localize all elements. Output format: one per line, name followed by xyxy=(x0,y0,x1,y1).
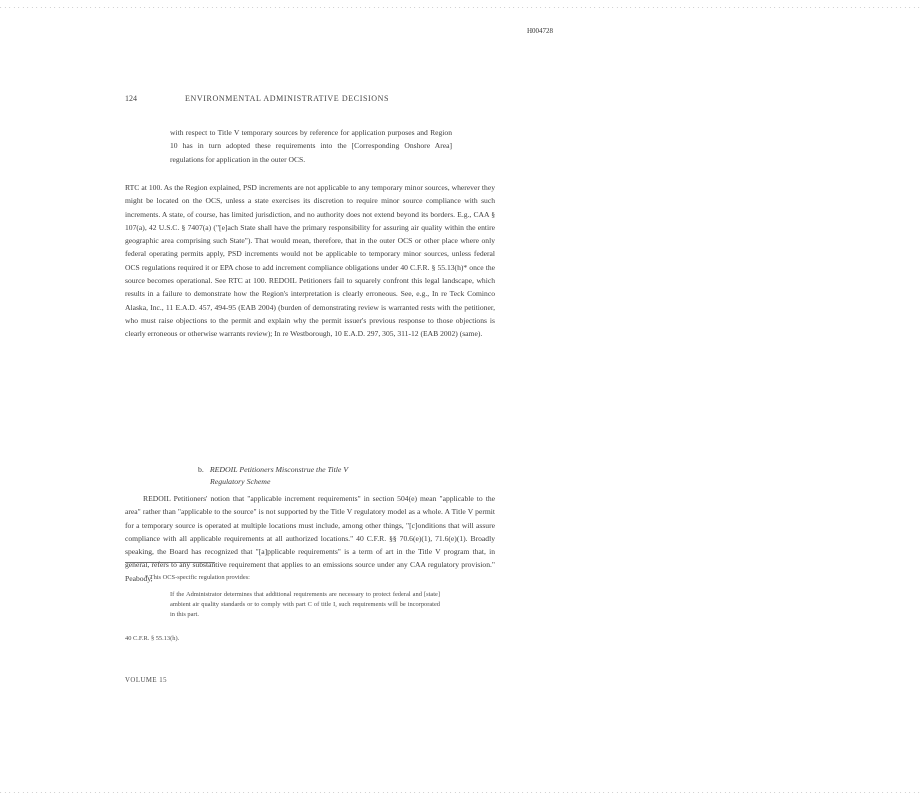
section-heading xyxy=(198,464,428,488)
paragraph-text: REDOIL Petitioners' notion that "applicable increment requirements" in section 504(e) mean "applicable to the area" rather than "applicable to the source" is not supported by the Title V regulatory model as a whole. A Title V permit for a temporary source is operated at multiple locations must include, among other things, "[c]onditions that will assure compliance with all applicable requirements at all authorized locations." 40 C.F.R. §§ 70.6(e)(1), 71.6(e)(1). Broadly speaking, the Board has recognized that "[a]pplicable requirements" is a term of art in the Title V program that, in general, refers to any substantive requirement that applies to an emissions source under any CAA regulatory provision." Peabody, xyxy=(125,494,495,583)
top-scan-artifact: ............................................................................................................................................................................................................. xyxy=(0,4,923,10)
paragraph-text: RTC at 100. As the Region explained, PSD increments are not applicable to any temporary minor sources, wherever they might be located on the OCS, unless a state exercises its discretion to require minor source compliance with such increments. A state, of course, has limited jurisdiction, and no authority does not extend beyond its borders. E.g., CAA § 107(a), 42 U.S.C. § 7407(a) ("[e]ach State shall have the primary responsibility for assuring air quality within the entire geographic area comprising such State"). That would mean, therefore, that in the outer OCS or other place where only federal operating permits apply, PSD increments would not be applicable to temporary minor sources, unless federal OCS regulations required it or EPA chose to add increment compliance obligations under 40 C.F.R. § 55.13(h)* once the source becomes operational. See RTC at 100. REDOIL Petitioners fail to squarely confront this legal landscape, which results in a failure to demonstrate how the Region's interpretation is clearly erroneous. See, e.g., In re Teck Cominco Alaska, Inc., 11 E.A.D. 457, 494-95 (EAB 2004) (burden of demonstrating review is warranted rests with the petitioner, who must raise objections to the permit and explain why the permit issuer's previous response to those objections is clearly erroneous or otherwise warrants review); In re Westborough, 10 E.A.D. 297, 305, 311-12 (EAB 2002) (same). xyxy=(125,183,495,339)
volume-label: VOLUME 15 xyxy=(125,677,168,684)
footnote-quote: If the Administrator determines that additional requirements are necessary to protect federal and [state] ambient air quality standards or to comply with part C of title I, such requirements will be incorporated in this part. xyxy=(170,591,440,618)
running-head xyxy=(125,94,500,103)
running-head-title: ENVIRONMENTAL ADMINISTRATIVE DECISIONS xyxy=(185,94,390,103)
section-title-line2: Regulatory Scheme xyxy=(210,477,271,486)
footnote-citation: 40 C.F.R. § 55.13(h). xyxy=(125,635,180,642)
block-quote: with respect to Title V temporary sources by reference for application purposes and Region 10 has in turn adopted these requirements into the [Corresponding Onshore Area] regulations for application in the outer OCS. xyxy=(170,128,452,164)
section-title-line1: REDOIL Petitioners Misconstrue the Title V xyxy=(209,465,349,474)
footnote-intro: * This OCS-specific regulation provides: xyxy=(145,574,250,581)
body-paragraph-2 xyxy=(125,492,495,585)
footnote-divider xyxy=(125,562,215,563)
body-paragraph-1 xyxy=(125,181,495,341)
bates-number: H004728 xyxy=(526,27,553,35)
bottom-scan-artifact: ............................................................................................................................................................................................................. xyxy=(0,789,923,795)
page-number: 124 xyxy=(125,94,137,103)
section-label: b. xyxy=(198,465,204,474)
